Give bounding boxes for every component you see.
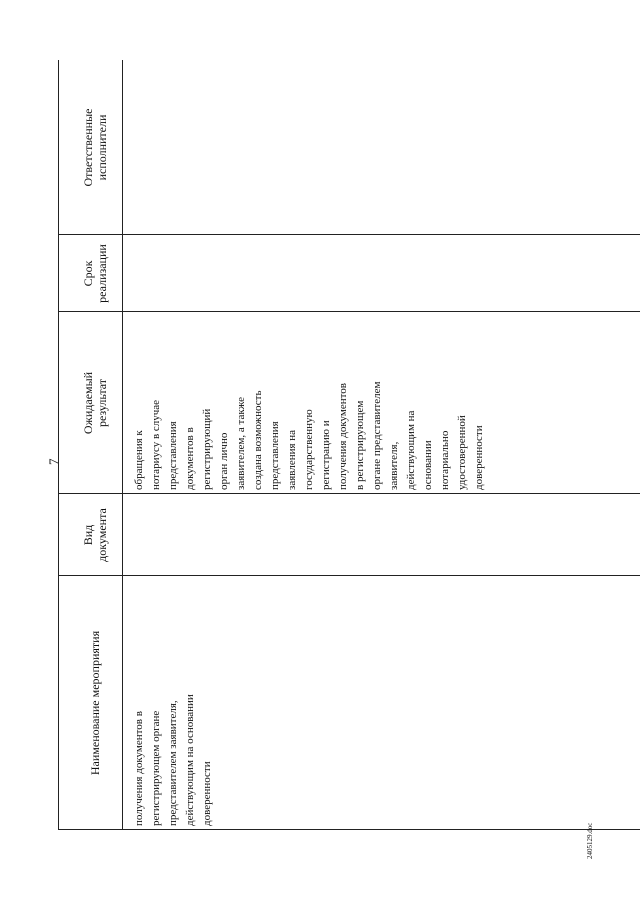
result-line: представления [167,421,179,490]
result-line: заявления на [286,429,298,490]
column-divider-1 [58,575,640,576]
header-term-line: Срок [81,260,95,287]
result-line: органе представителем [371,381,383,490]
result-line: основании [422,440,434,490]
header-name-text [88,631,102,775]
page-number: 7 [46,458,61,465]
header-name-line: Наименование мероприятия [88,630,102,776]
header-doc-type [76,494,114,576]
result-line: регистрирующий [201,408,213,490]
result-line: представления [269,421,281,490]
result-line: нотариусу в случае [150,399,162,490]
column-divider-2 [58,493,640,494]
result-line: действующим на [405,410,417,490]
result-line: нотариально [439,430,451,490]
measures-table [58,60,640,830]
table-left-border [58,829,640,830]
header-separator [122,60,123,830]
header-doc-type-line: Вид [81,524,95,546]
result-line: удостоверенной [456,415,468,490]
result-line: заявителем, а также [235,396,247,490]
table-top-border [58,60,59,830]
header-doc-type-line: документа [95,508,109,562]
result-line: заявителя, [388,441,400,490]
header-responsible-text [81,109,109,187]
header-result-text [81,372,109,434]
result-line: обращения к [133,430,145,490]
result-line: в регистрирующем [354,400,366,490]
name-line: получения документов в [133,711,145,826]
name-line: регистрирующем органе [150,710,162,826]
name-line: действующим на основании [184,694,196,826]
header-result [76,312,114,494]
column-divider-4 [58,234,640,235]
result-cell [131,382,488,490]
column-divider-3 [58,311,640,312]
result-line: государственную [303,409,315,490]
header-term [76,235,114,312]
result-line: регистрацию и [320,420,332,490]
header-doc-type-text [81,508,109,562]
file-name: 2405129.doc [586,822,594,859]
header-result-line: Ожидаемый [81,371,95,435]
header-result-line: результат [95,378,109,428]
header-term-text [81,244,109,303]
result-line: получения документов [337,383,349,490]
result-line: документов в [184,427,196,490]
header-name [76,576,114,830]
result-line: создана возможность [252,390,264,490]
result-line: орган лично [218,432,230,490]
name-line: представителем заявителя, [167,700,179,826]
name-cell [131,694,216,826]
name-line: доверенности [201,761,213,826]
header-responsible-line: исполнители [95,114,109,181]
header-responsible-line: Ответственные [81,108,95,187]
result-line: доверенности [473,425,485,490]
header-term-line: реализации [95,244,109,303]
header-responsible [76,60,114,235]
